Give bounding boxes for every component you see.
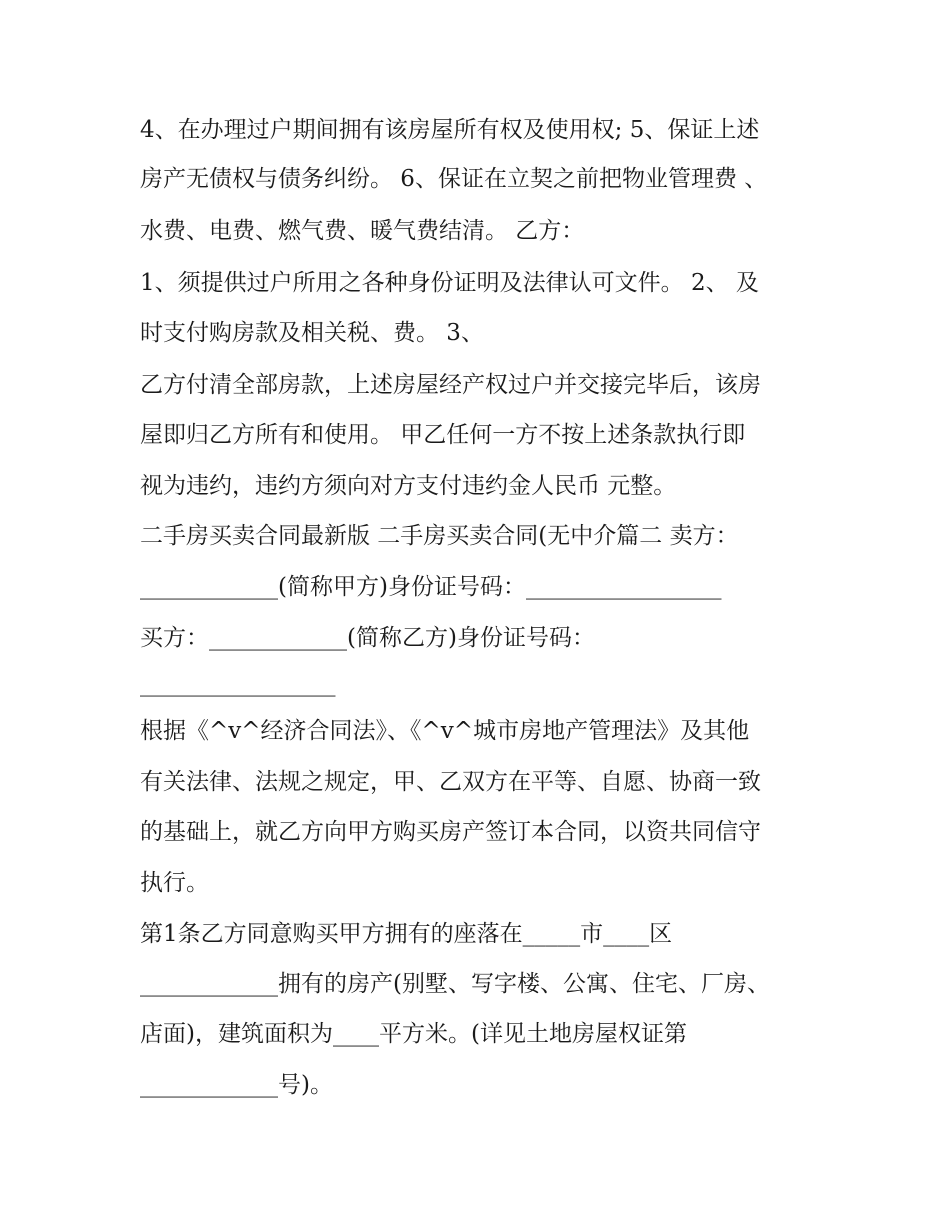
text-line: 1、须提供过户所用之各种身份证明及法律认可文件。 2、 及 [140, 270, 759, 296]
text-line: 店面)，建筑面积为____平方米。(详见土地房屋权证第 [140, 1021, 687, 1047]
text-line: 乙方付清全部房款，上述房屋经产权过户并交接完毕后，该房 [140, 372, 761, 398]
text-line: 的基础上，就乙方向甲方购买房产签订本合同，以资共同信守 [140, 819, 761, 845]
text-line: ____________号)。 [140, 1072, 333, 1098]
text-line: 二手房买卖合同最新版 二手房买卖合同(无中介篇二 卖方： [140, 523, 739, 549]
text-line: 屋即归乙方所有和使用。 甲乙任何一方不按上述条款执行即 [140, 422, 746, 448]
text-line: 时支付购房款及相关税、费。 3、 [140, 320, 484, 346]
text-line: 执行。 [140, 870, 209, 896]
text-line: _________________ [140, 671, 336, 697]
text-line: ____________(简称甲方)身份证号码：_________________ [140, 574, 722, 600]
text-line: 第1条乙方同意购买甲方拥有的座落在_____市____区 [140, 921, 673, 947]
text-line: 房产无债权与债务纠纷。 6、保证在立契之前把物业管理费 、 [140, 166, 768, 192]
text-line: 视为违约，违约方须向对方支付违约金人民币 元整。 [140, 473, 677, 499]
text-line: 买方：____________(简称乙方)身份证号码： [140, 625, 595, 651]
text-line: 根据《^v^经济合同法》、《^v^城市房地产管理法》及其他 [140, 718, 750, 744]
text-line: 水费、电费、燃气费、暖气费结清。 乙方： [140, 218, 585, 244]
text-line: 4、在办理过户期间拥有该房屋所有权及使用权; 5、保证上述 [140, 117, 760, 143]
text-line: ____________拥有的房产(别墅、写字楼、公寓、住宅、厂房、 [140, 971, 770, 997]
text-line: 有关法律、法规之规定，甲、乙双方在平等、自愿、协商一致 [140, 769, 761, 795]
